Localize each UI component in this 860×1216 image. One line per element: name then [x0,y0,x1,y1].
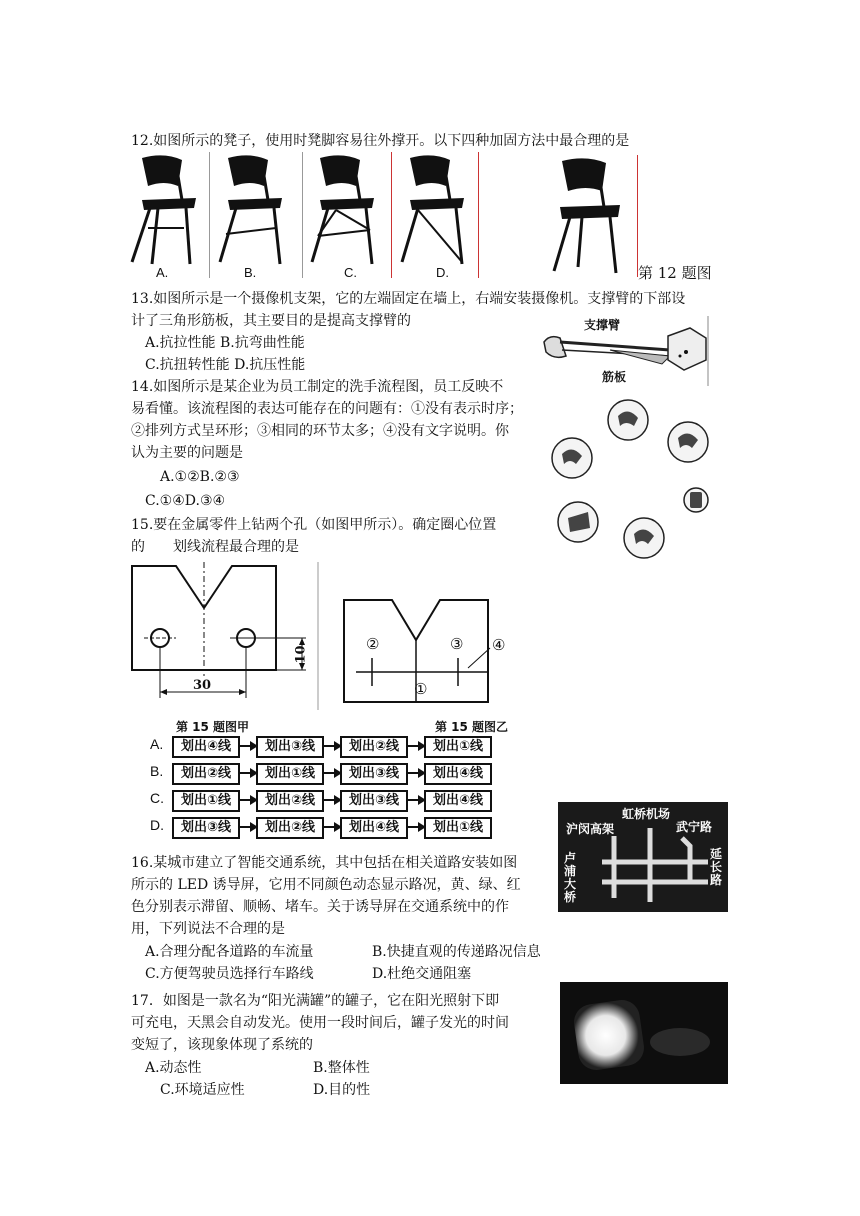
arrow-right-icon [238,826,256,828]
q15-flow-c [150,790,490,812]
arrow-right-icon [406,826,424,828]
arrow-right-icon [406,799,424,801]
flow-step: 划出③线 [340,763,408,785]
arrow-right-icon [322,772,340,774]
q16-option-b: B.快捷直观的传递路况信息 [372,944,541,960]
q14-stem-line3: ②排列方式呈环形；③相同的环节太多；④没有文字说明。你 [131,423,509,439]
q15-dim-width: 30 [193,678,212,693]
arrow-right-icon [406,772,424,774]
q12-label-d: D. [436,265,449,280]
flow-step: 划出①线 [424,817,492,839]
q16-screen-left: 卢浦大桥 [564,851,577,904]
flow-step: 划出①线 [424,736,492,758]
flow-step: 划出④线 [424,790,492,812]
q12-label-c: C. [344,265,357,280]
q17-option-b: B.整体性 [313,1060,370,1076]
q16-option-d: D.杜绝交通阻塞 [372,966,472,982]
q13-options-line1: A.抗拉性能 B.抗弯曲性能 [145,335,305,351]
q15-mark-1: ① [414,680,428,698]
q12-original-chair-figure [548,155,634,279]
q12-stem: 12.如图所示的凳子，使用时凳脚容易往外撑开。以下四种加固方法中最合理的是 [131,133,630,149]
arrow-right-icon [322,826,340,828]
q16-option-a: A.合理分配各道路的车流量 [145,944,314,960]
q15-caption-b: 第 15 题图乙 [435,720,509,734]
arrow-right-icon [322,799,340,801]
flow-step: 划出③线 [340,790,408,812]
q17-stem-line2: 可充电，天黑会自动发光。使用一段时间后，罐子发光的时间 [131,1015,509,1031]
q16-stem-line2: 所示的 LED 诱导屏，它用不同颜色动态显示路况，黄、绿、红 [131,877,521,893]
q12-label-b: B. [244,265,257,280]
flow-step: 划出②线 [256,790,324,812]
q15-caption-a: 第 15 题图甲 [176,720,250,734]
q12-chair-a-figure [128,152,210,280]
q13-stem-line2: 计了三角形筋板，其主要目的是提高支撑臂的 [131,313,411,329]
q14-stem-line2: 易看懂。该流程图的表达可能存在的问题有：①没有表示时序； [131,401,523,417]
q13-label-rib: 筋板 [602,370,627,384]
q16-screen-right-top: 武宁路 [676,820,713,834]
flow-step: 划出②线 [256,817,324,839]
q15-stem-line1: 15.要在金属零件上钻两个孔（如图甲所示）。确定圈心位置 [131,517,497,533]
flow-label: D. [150,817,164,833]
q13-label-arm: 支撑臂 [584,318,621,332]
q17-stem-line3: 变短了，该现象体现了系统的 [131,1037,313,1053]
divider [302,152,303,278]
q15-mark-4: ④ [492,636,506,654]
q17-option-c: C.环境适应性 [160,1082,245,1098]
q12-chair-d-figure [396,152,478,280]
q12-chair-c-figure [306,152,388,280]
divider [478,152,479,278]
q14-options-line1: A.①②B.②③ [160,469,240,485]
q15-dim-height: 10 [293,645,309,664]
q17-option-a: A.动态性 [145,1060,202,1076]
flow-step: 划出④线 [340,817,408,839]
q17-jar-figure [560,982,728,1084]
flow-step: 划出②线 [340,736,408,758]
q15-flow-d [150,817,490,839]
flow-step: 划出④线 [424,763,492,785]
q14-stem-line4: 认为主要的问题是 [131,445,243,461]
arrow-right-icon [238,772,256,774]
arrow-right-icon [406,745,424,747]
arrow-right-icon [238,745,256,747]
q16-option-c: C.方便驾驶员选择行车路线 [145,966,314,982]
q15-mark-3: ③ [450,635,464,653]
flow-step: 划出①线 [256,763,324,785]
q12-chair-b-figure [214,152,296,280]
flow-step: 划出②线 [172,763,240,785]
flow-label: C. [150,790,164,806]
q14-options-line2: C.①④D.③④ [145,493,226,509]
q14-stem-line1: 14.如图所示是某企业为员工制定的洗手流程图，员工反映不 [131,379,504,395]
q17-stem-line1: 17．如图是一款名为“阳光满罐”的罐子，它在阳光照射下即 [131,993,500,1009]
q16-stem-line3: 色分别表示滞留、顺畅、堵车。关于诱导屏在交通系统中的作 [131,899,509,915]
flow-step: 划出③线 [172,817,240,839]
divider [391,152,392,278]
arrow-right-icon [322,745,340,747]
q13-stem-line1: 13.如图所示是一个摄像机支架，它的左端固定在墙上，右端安装摄像机。支撑臂的下部设 [131,291,686,307]
q15-flow-b [150,763,490,785]
arrow-right-icon [238,799,256,801]
flow-label: A. [150,736,164,752]
q13-options-line2: C.抗扭转性能 D.抗压性能 [145,357,306,373]
q16-screen-top: 虹桥机场 [622,807,671,821]
flow-step: 划出④线 [172,736,240,758]
divider [209,152,210,278]
q12-label-a: A. [156,265,169,280]
q16-screen-right: 延长路 [710,847,723,887]
q15-figure-a [128,562,320,710]
q15-flow-a [150,736,490,758]
q15-stem-line2: 的 划线流程最合理的是 [131,539,299,555]
q16-stem-line4: 用，下列说法不合理的是 [131,921,285,937]
flow-step: 划出①线 [172,790,240,812]
divider [637,155,638,277]
flow-step: 划出③线 [256,736,324,758]
q16-stem-line1: 16.某城市建立了智能交通系统，其中包括在相关道路安装如图 [131,855,518,871]
q17-option-d: D.目的性 [313,1082,371,1098]
q12-figure-caption: 第 12 题图 [638,264,712,282]
flow-label: B. [150,763,164,779]
q16-screen-left-top: 沪闵高架 [566,822,615,836]
q15-mark-2: ② [366,635,380,653]
q14-handwash-flow-figure [548,396,718,562]
